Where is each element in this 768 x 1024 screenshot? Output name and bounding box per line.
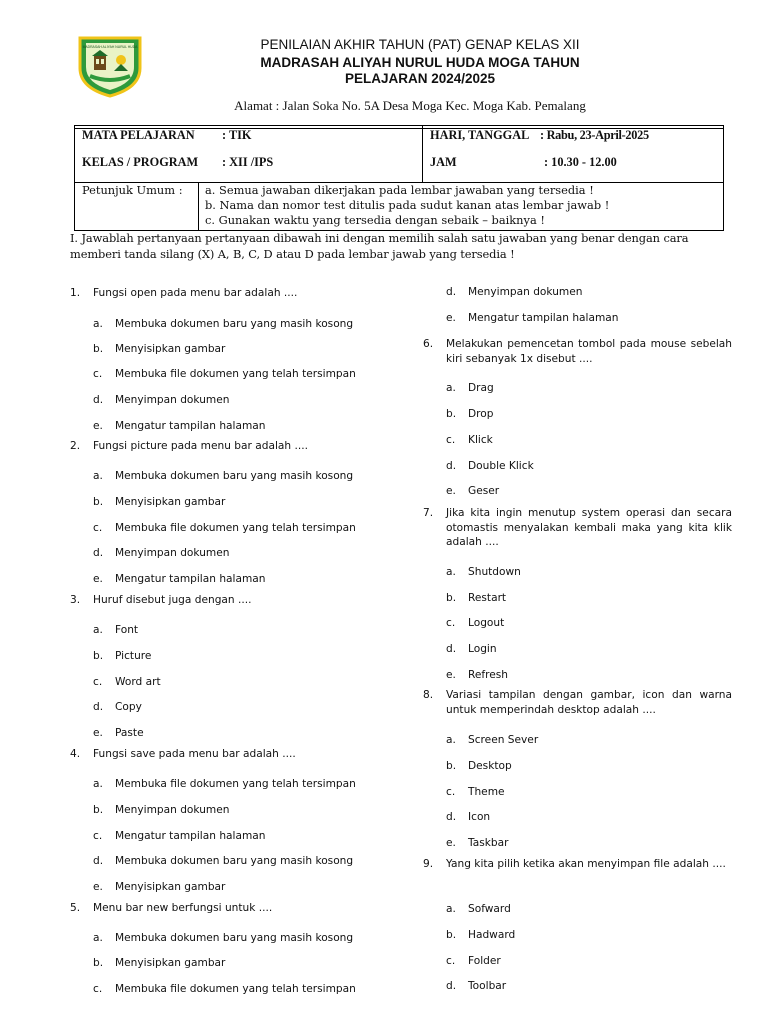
school-address: Alamat : Jalan Soka No. 5A Desa Moga Kec. Moga Kab. Pemalang [234, 98, 586, 113]
question-number: 6. [423, 338, 434, 350]
question-text: Fungsi open pada menu bar adalah .... [93, 287, 298, 299]
question-number: 8. [423, 689, 434, 701]
subject-value: : TIK [222, 128, 252, 142]
option-letter: d. [93, 701, 104, 713]
general-instruction-a: a. Semua jawaban dikerjakan pada lembar jawaban yang tersedia ! [205, 183, 594, 197]
option-letter: b. [446, 592, 457, 604]
option-letter: c. [93, 983, 103, 995]
option-letter: e. [93, 727, 103, 739]
option-letter: e. [446, 669, 456, 681]
question-text: Jika kita ingin menutup system operasi dan secara otomastis menyalakan kembali maka yang kita klik adalah .... [446, 507, 732, 548]
option-text: Refresh [468, 669, 509, 681]
option-text: Toolbar [468, 980, 507, 992]
question-number: 4. [70, 748, 81, 760]
time-value: : 10.30 - 12.00 [544, 155, 617, 169]
option-letter: a. [93, 778, 103, 790]
question-number: 3. [70, 594, 81, 606]
option-letter: c. [446, 786, 456, 798]
option-text: Menyimpan dokumen [115, 394, 230, 406]
option-letter: b. [446, 929, 457, 941]
option-text: Picture [115, 650, 152, 662]
option-text: Mengatur tampilan halaman [115, 573, 266, 585]
option-text: Menyisipkan gambar [115, 957, 226, 969]
question-number: 7. [423, 507, 434, 519]
option-text: Mengatur tampilan halaman [468, 312, 619, 324]
logo-text: MADRASAH ALIYAH NURUL HUDA [82, 45, 138, 49]
question-number: 5. [70, 902, 81, 914]
option-text: Logout [468, 617, 505, 629]
question-text: Menu bar new berfungsi untuk .... [93, 902, 273, 914]
time-label: JAM [430, 155, 457, 169]
option-letter: c. [446, 617, 456, 629]
option-letter: b. [93, 496, 104, 508]
option-letter: e. [93, 573, 103, 585]
option-text: Menyimpan dokumen [115, 547, 230, 559]
option-letter: d. [93, 394, 104, 406]
option-letter: a. [446, 734, 456, 746]
option-text: Sofward [468, 903, 511, 915]
option-text: Login [468, 643, 497, 655]
option-text: Menyimpan dokumen [115, 804, 230, 816]
option-letter: a. [446, 903, 456, 915]
option-letter: c. [446, 434, 456, 446]
question-text: Fungsi save pada menu bar adalah .... [93, 748, 296, 760]
option-text: Taskbar [468, 837, 509, 849]
option-text: Font [115, 624, 139, 636]
option-letter: d. [446, 811, 457, 823]
option-text: Menyimpan dokumen [468, 286, 583, 298]
option-letter: d. [446, 643, 457, 655]
option-text: Menyisipkan gambar [115, 496, 226, 508]
option-letter: a. [93, 318, 103, 330]
option-letter: c. [93, 522, 103, 534]
option-text: Membuka dokumen baru yang masih kosong [115, 932, 354, 944]
option-text: Menyisipkan gambar [115, 881, 226, 893]
question-text: Melakukan pemencetan tombol pada mouse sebelah kiri sebanyak 1x disebut .... [446, 338, 732, 365]
option-letter: d. [446, 286, 457, 298]
option-text: Copy [115, 701, 142, 713]
option-text: Theme [468, 786, 505, 798]
option-text: Mengatur tampilan halaman [115, 830, 266, 842]
option-letter: a. [446, 566, 456, 578]
option-letter: a. [93, 932, 103, 944]
option-letter: b. [446, 408, 457, 420]
date-label: HARI, TANGGAL [430, 128, 530, 142]
option-letter: e. [446, 312, 456, 324]
question-number: 9. [423, 858, 434, 870]
option-letter: b. [93, 957, 104, 969]
option-text: Drop [468, 408, 494, 420]
option-letter: c. [93, 676, 103, 688]
option-letter: e. [446, 837, 456, 849]
option-letter: b. [93, 804, 104, 816]
option-text: Membuka file dokumen yang telah tersimpan [115, 368, 356, 380]
option-text: Membuka dokumen baru yang masih kosong [115, 318, 354, 330]
option-text: Klick [468, 434, 493, 446]
option-text: Membuka dokumen baru yang masih kosong [115, 470, 354, 482]
option-text: Paste [115, 727, 144, 739]
option-letter: d. [93, 855, 104, 867]
option-text: Hadward [468, 929, 516, 941]
general-instruction-c: c. Gunakan waktu yang tersedia dengan sebaik – baiknya ! [205, 213, 545, 227]
question-number: 2. [70, 440, 81, 452]
option-letter: c. [446, 955, 456, 967]
option-text: Geser [468, 485, 500, 497]
school-year: PELAJARAN 2024/2025 [344, 71, 496, 86]
general-instruction-b: b. Nama dan nomor test ditulis pada sudut kanan atas lembar jawab ! [205, 198, 610, 212]
question-text: Huruf disebut juga dengan .... [93, 594, 252, 606]
option-text: Membuka file dokumen yang telah tersimpan [115, 522, 356, 534]
question-text: Fungsi picture pada menu bar adalah .... [93, 440, 308, 452]
class-label: KELAS / PROGRAM [82, 155, 199, 169]
option-text: Membuka dokumen baru yang masih kosong [115, 855, 354, 867]
option-text: Drag [468, 382, 494, 394]
option-text: Folder [468, 955, 501, 967]
school-logo [74, 34, 146, 98]
option-text: Restart [468, 592, 507, 604]
option-letter: b. [93, 650, 104, 662]
question-text: Variasi tampilan dengan gambar, icon dan warna untuk memperindah desktop adalah .... [446, 689, 732, 716]
option-letter: b. [446, 760, 457, 772]
subject-label: MATA PELAJARAN [82, 128, 195, 142]
option-text: Desktop [468, 760, 512, 772]
option-text: Word art [115, 676, 161, 688]
option-text: Mengatur tampilan halaman [115, 420, 266, 432]
class-value: : XII /IPS [222, 155, 274, 169]
option-letter: e. [93, 420, 103, 432]
option-letter: a. [446, 382, 456, 394]
option-letter: b. [93, 343, 104, 355]
option-text: Double Klick [468, 460, 534, 472]
general-instructions-label: Petunjuk Umum : [82, 183, 183, 197]
exam-info-table [74, 125, 724, 231]
option-letter: d. [446, 460, 457, 472]
option-text: Membuka file dokumen yang telah tersimpan [115, 983, 356, 995]
option-letter: d. [93, 547, 104, 559]
option-letter: c. [93, 368, 103, 380]
option-letter: a. [93, 624, 103, 636]
option-letter: a. [93, 470, 103, 482]
option-letter: e. [446, 485, 456, 497]
option-letter: d. [446, 980, 457, 992]
option-text: Screen Sever [468, 734, 539, 746]
option-text: Shutdown [468, 566, 521, 578]
question-number: 1. [70, 287, 81, 299]
section-instruction: I. Jawablah pertanyaan pertanyaan dibawah ini dengan memilih salah satu jawaban yang benar dengan cara memberi tanda silang (X) A, B, C, D atau D pada lembar jawab yang tersedia ! [70, 231, 689, 261]
option-text: Icon [468, 811, 491, 823]
date-value: : Rabu, 23-April-2025 [540, 128, 649, 142]
option-text: Menyisipkan gambar [115, 343, 226, 355]
school-name: MADRASAH ALIYAH NURUL HUDA MOGA TAHUN [260, 55, 580, 70]
question-text: Yang kita pilih ketika akan menyimpan file adalah .... [446, 858, 726, 870]
option-letter: c. [93, 830, 103, 842]
option-text: Membuka file dokumen yang telah tersimpan [115, 778, 356, 790]
exam-title: PENILAIAN AKHIR TAHUN (PAT) GENAP KELAS XII [260, 37, 580, 52]
option-letter: e. [93, 881, 103, 893]
